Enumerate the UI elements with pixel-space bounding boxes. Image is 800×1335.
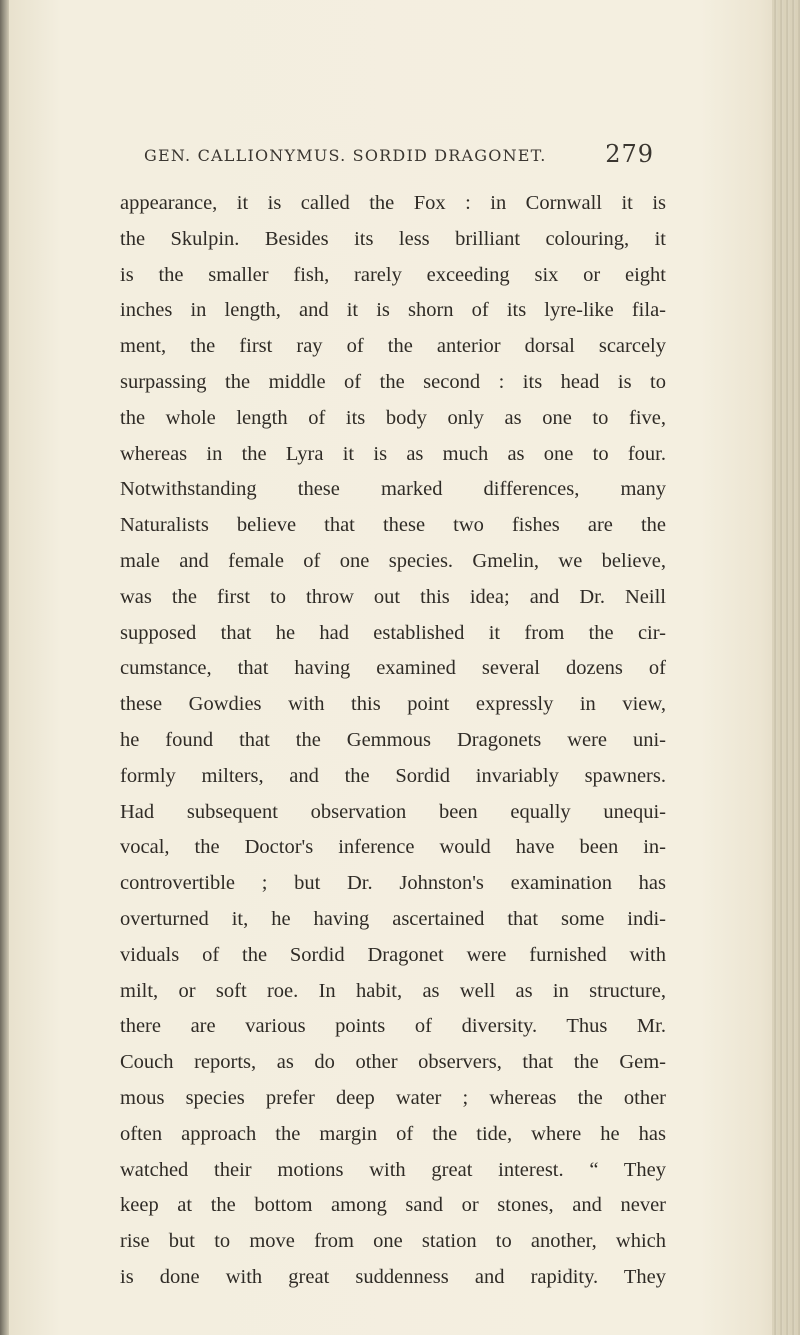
text-line: often approach the margin of the tide, where he has [120, 1122, 666, 1145]
text-line: Naturalists believe that these two fishes are the [120, 514, 666, 537]
text-line: keep at the bottom among sand or stones, and never [120, 1194, 666, 1217]
text-line: the Skulpin. Besides its less brilliant colouring, it [120, 227, 666, 250]
body-text [120, 186, 666, 1296]
page-number: 279 [605, 140, 654, 168]
text-line: was the first to throw out this idea; and Dr. Neill [120, 585, 666, 608]
text-line: mous species prefer deep water ; whereas the other [120, 1086, 666, 1109]
running-title: GEN. CALLIONYMUS. SORDID DRAGONET. [144, 146, 547, 165]
text-line: watched their motions with great interest. “ They [120, 1158, 666, 1181]
text-line: is done with great suddenness and rapidity. They [120, 1265, 666, 1288]
text-line: is the smaller fish, rarely exceeding six or eight [120, 263, 666, 286]
text-line: vocal, the Doctor's inference would have been in- [120, 836, 666, 859]
text-line: cumstance, that having examined several dozens of [120, 657, 666, 680]
text-line: Had subsequent observation been equally unequi- [120, 800, 666, 823]
text-line: whereas in the Lyra it is as much as one to four. [120, 442, 666, 465]
running-header [144, 140, 654, 172]
page-edge-left [0, 0, 9, 1335]
text-line: ment, the first ray of the anterior dorsal scarcely [120, 335, 666, 358]
text-line: Notwithstanding these marked differences, many [120, 478, 666, 501]
text-line: controvertible ; but Dr. Johnston's examination has [120, 872, 666, 895]
text-line: there are various points of diversity. Thus Mr. [120, 1015, 666, 1038]
text-line: viduals of the Sordid Dragonet were furnished with [120, 943, 666, 966]
text-line: inches in length, and it is shorn of its lyre-like fila- [120, 299, 666, 322]
text-line: the whole length of its body only as one to five, [120, 406, 666, 429]
text-line: he found that the Gemmous Dragonets were uni- [120, 728, 666, 751]
text-line: rise but to move from one station to another, which [120, 1230, 666, 1253]
text-line: male and female of one species. Gmelin, we believe, [120, 549, 666, 572]
text-line: formly milters, and the Sordid invariably spawners. [120, 764, 666, 787]
text-line: Couch reports, as do other observers, that the Gem- [120, 1051, 666, 1074]
text-line: appearance, it is called the Fox : in Cornwall it is [120, 192, 666, 214]
text-line: supposed that he had established it from the cir- [120, 621, 666, 644]
page-edge-right [772, 0, 800, 1335]
text-line: milt, or soft roe. In habit, as well as in structure, [120, 979, 666, 1002]
text-line: these Gowdies with this point expressly in view, [120, 693, 666, 716]
text-line: overturned it, he having ascertained that some indi- [120, 907, 666, 930]
text-line: surpassing the middle of the second : its head is to [120, 370, 666, 393]
